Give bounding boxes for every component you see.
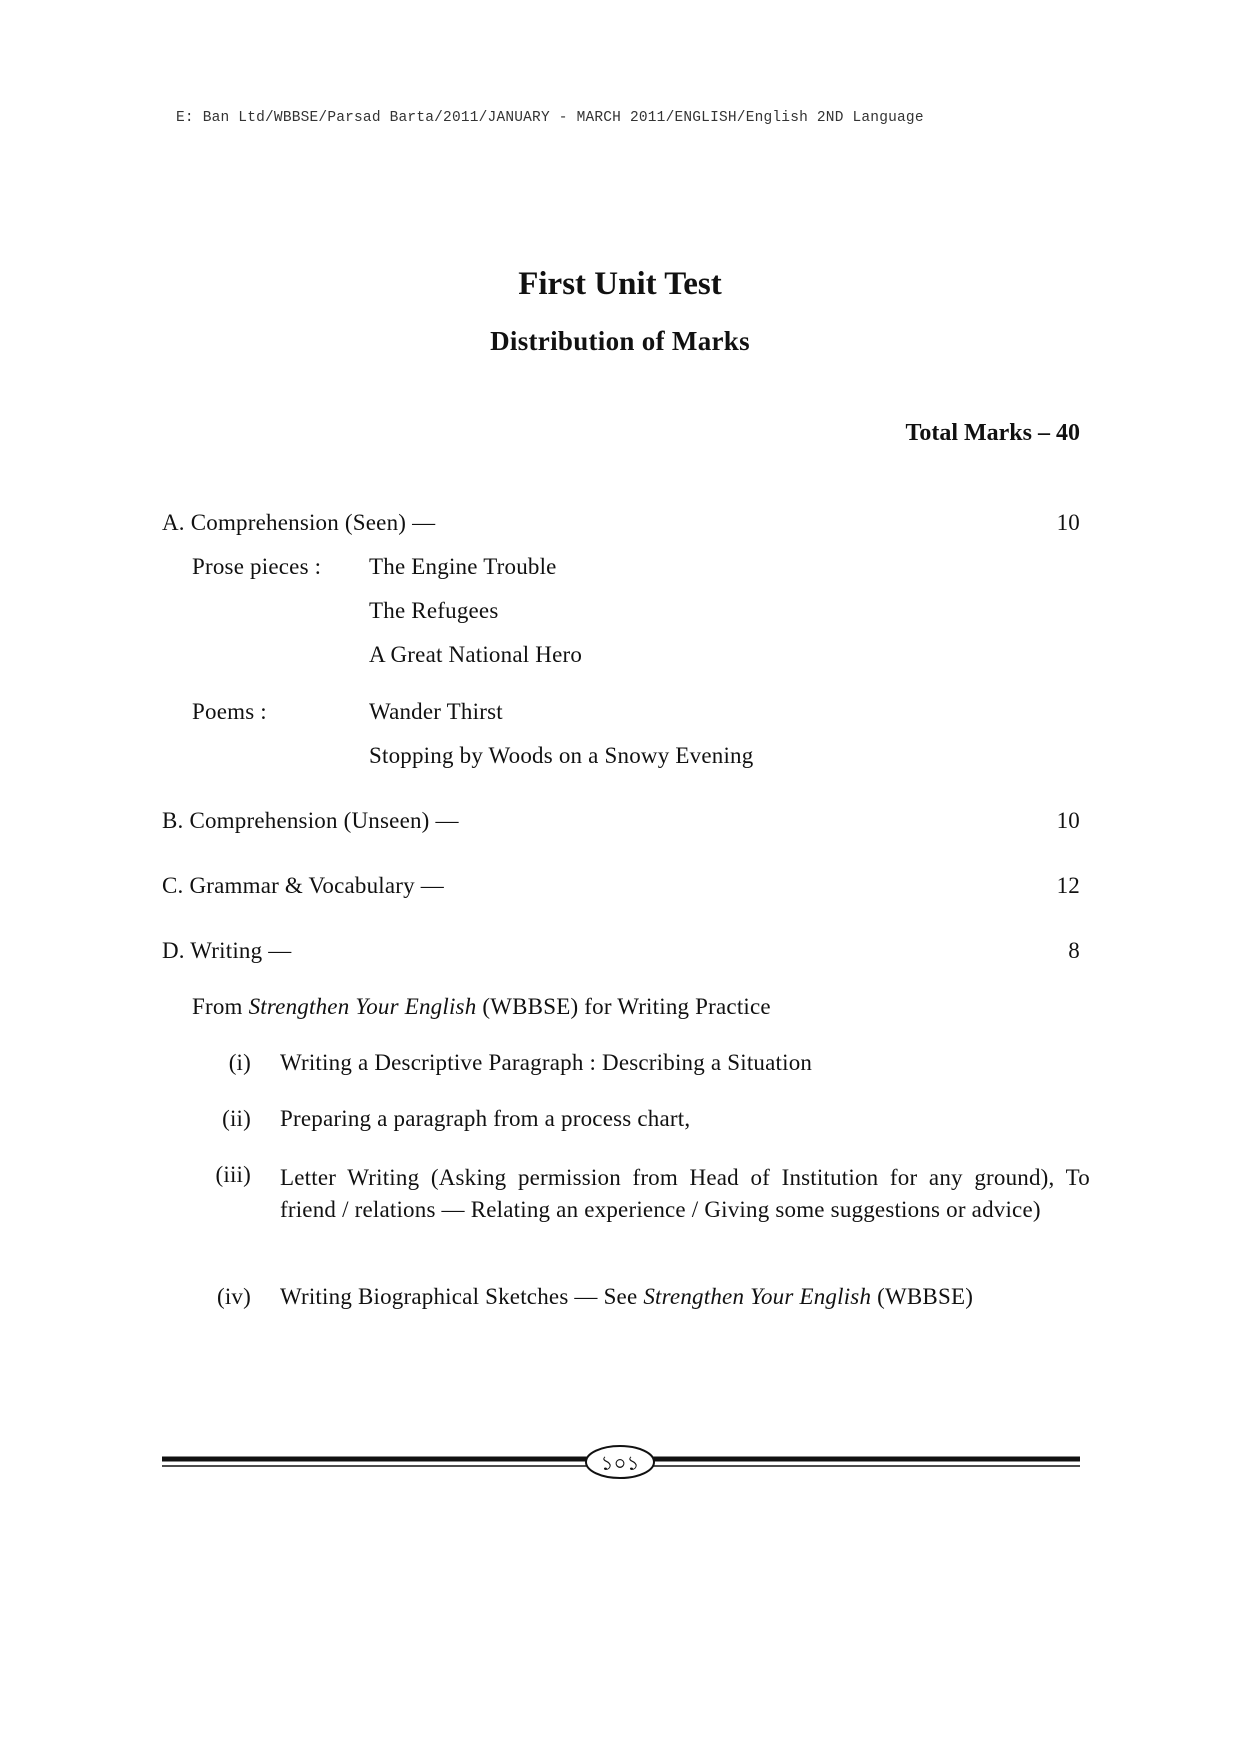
prose-item: The Refugees — [369, 598, 499, 623]
total-marks: Total Marks – 40 — [905, 420, 1080, 446]
section-b-marks: 10 — [1056, 808, 1080, 833]
section-a-marks: 10 — [1056, 510, 1080, 535]
writing-item-text: Letter Writing (Asking permission from Head of Institution for any ground), To friend / relations — Relating an experience / Giving some suggestions or advice) — [280, 1165, 1090, 1222]
page-subtitle: Distribution of Marks — [490, 326, 750, 356]
section-c-marks: 12 — [1056, 873, 1080, 898]
item-number: (iii) — [215, 1162, 251, 1187]
item-number: (iv) — [216, 1284, 251, 1309]
page-title: First Unit Test — [518, 266, 722, 302]
writing-item-text: Preparing a paragraph from a process chart, — [280, 1106, 691, 1131]
prose-item: A Great National Hero — [369, 642, 583, 667]
section-a-label: A. Comprehension (Seen) — — [162, 510, 436, 535]
page-number: ১০১ — [600, 1451, 640, 1475]
section-b-label: B. Comprehension (Unseen) — — [162, 808, 459, 833]
item-number: (ii) — [222, 1106, 251, 1131]
poem-item: Stopping by Woods on a Snowy Evening — [369, 743, 754, 768]
writing-item-text: Writing a Descriptive Paragraph : Describing a Situation — [280, 1050, 813, 1075]
section-d-label: D. Writing — — [162, 938, 292, 963]
prose-item: The Engine Trouble — [369, 554, 557, 579]
file-path-header: E: Ban Ltd/WBBSE/Parsad Barta/2011/JANUARY - MARCH 2011/ENGLISH/English 2ND Language — [176, 110, 924, 126]
footer-rule — [160, 1440, 1080, 1484]
writing-source-line: From Strengthen Your English (WBBSE) for Writing Practice — [192, 994, 771, 1019]
poem-item: Wander Thirst — [369, 699, 503, 724]
section-d-marks: 8 — [1068, 938, 1080, 963]
writing-item-text: Writing Biographical Sketches — See Strengthen Your English (WBBSE) — [280, 1284, 974, 1309]
section-c-label: C. Grammar & Vocabulary — — [162, 873, 445, 898]
poems-label: Poems : — [192, 699, 267, 724]
prose-pieces-label: Prose pieces : — [192, 554, 322, 579]
item-number: (i) — [228, 1050, 251, 1075]
